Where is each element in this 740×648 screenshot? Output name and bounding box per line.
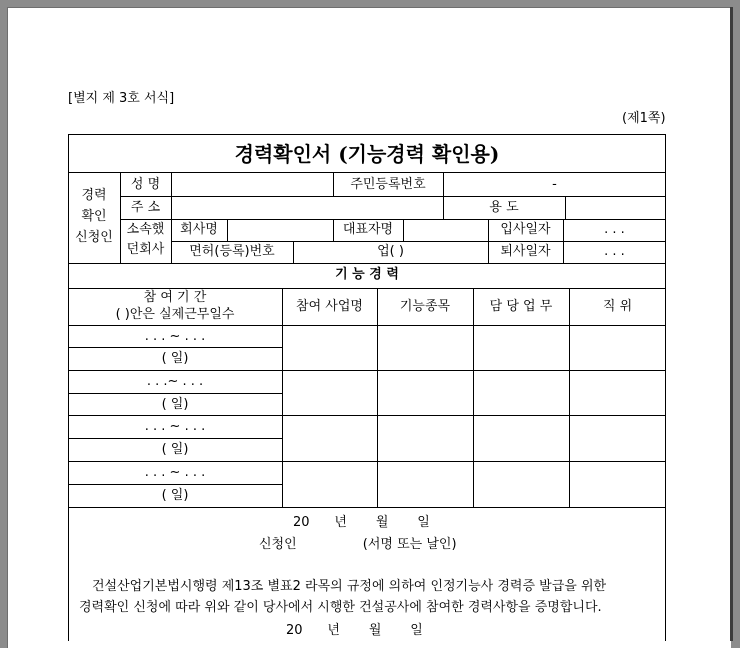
position-column-header: 직 위 [602, 299, 633, 314]
statement-line: 건설산업기본법시행령 제13조 별표2 라목의 규정에 의하여 인정기능사 경력증 발급을 위한 [92, 579, 607, 594]
title-divider [68, 172, 666, 173]
table-top-border [68, 134, 666, 135]
rrn-value: - [552, 177, 557, 192]
row-line [68, 415, 666, 416]
statement-line: 경력확인 신청에 따라 위와 같이 당사에서 시행한 건설공사에 참여한 경력사항을 증명합니다. [79, 600, 602, 615]
leave-date-label: 퇴사일자 [500, 244, 551, 259]
company-label: 회사명 [180, 222, 218, 237]
certification-date: 20 년 월 일 [286, 623, 423, 638]
cell-divider [227, 219, 228, 241]
purpose-label: 용 도 [489, 200, 519, 215]
join-date-label: 입사일자 [500, 222, 551, 237]
row-line [68, 393, 282, 394]
form-reference: [별지 제 3호 서식] [68, 91, 175, 106]
row-line [120, 196, 666, 197]
rrn-label: 주민등록번호 [350, 177, 426, 192]
applicant-signature: 신청인 (서명 또는 날인) [259, 537, 457, 552]
row-line [68, 347, 282, 348]
name-label: 성 명 [130, 177, 161, 192]
table-right-border [665, 134, 666, 641]
license-label: 면허(등록)번호 [189, 244, 275, 259]
business-label: 업( ) [377, 244, 404, 259]
days-entry: ( 일) [161, 488, 189, 503]
career-section-title: 기 능 경 력 [335, 267, 399, 282]
row-line [68, 484, 282, 485]
representative-label: 대표자명 [342, 222, 394, 237]
section-label: 경력 [81, 188, 107, 203]
duty-column-header: 담 당 업 무 [489, 299, 553, 314]
affiliation-label: 던회사 [126, 242, 165, 257]
column-divider [282, 288, 283, 507]
document-title: 경력확인서 (기능경력 확인용) [234, 142, 500, 166]
column-divider [569, 288, 570, 507]
section-label: 신청인 [75, 230, 113, 245]
cell-divider [403, 219, 404, 241]
column-divider [473, 288, 474, 507]
page-shadow [730, 7, 733, 641]
row-line [68, 438, 282, 439]
row-line [120, 219, 666, 220]
affiliation-label: 소속했 [126, 222, 165, 237]
days-entry: ( 일) [161, 397, 189, 412]
row-line [68, 288, 666, 289]
row-line [171, 241, 666, 242]
days-entry: ( 일) [161, 351, 189, 366]
address-label: 주 소 [130, 200, 161, 215]
leave-date-value: . . . [604, 244, 625, 259]
page-number: (제1쪽) [622, 111, 666, 126]
period-header-note: ( )안은 실제근무일수 [115, 307, 235, 322]
header-bottom-line [68, 325, 666, 326]
period-header: 참 여 기 간 [143, 290, 207, 305]
section-divider [68, 263, 666, 264]
row-line [68, 507, 666, 508]
column-divider [377, 288, 378, 507]
period-entry: . . . ~ . . . [144, 419, 206, 434]
section-label: 확인 [81, 209, 107, 224]
period-entry: . . . ~ . . . [144, 465, 206, 480]
join-date-value: . . . [604, 222, 625, 237]
period-entry: . . . ~ . . . [144, 329, 206, 344]
application-date: 20 년 월 일 [293, 515, 430, 530]
row-line [68, 370, 666, 371]
period-entry: . . .~ . . . [146, 374, 204, 389]
skill-column-header: 기능종목 [399, 299, 451, 314]
project-column-header: 참여 사업명 [296, 299, 363, 314]
cell-divider [565, 196, 566, 219]
row-line [68, 461, 666, 462]
days-entry: ( 일) [161, 442, 189, 457]
